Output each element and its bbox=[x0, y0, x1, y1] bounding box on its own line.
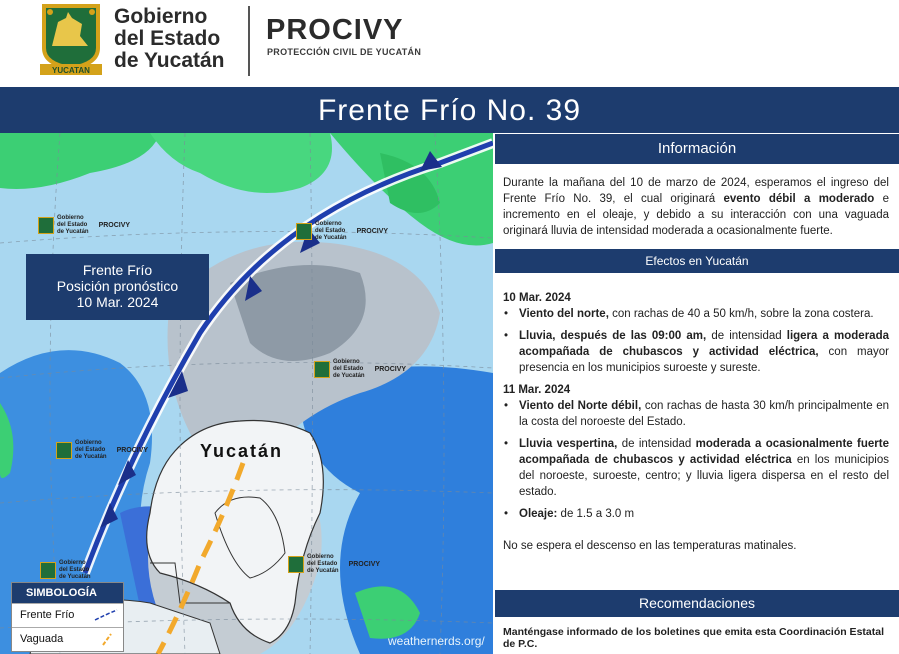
effect-item: • Viento del norte, con rachas de 40 a 50 km/h, sobre la zona costera. bbox=[504, 308, 874, 320]
map-legend bbox=[11, 582, 124, 652]
watermark-seal-icon bbox=[314, 361, 330, 378]
agency-subtitle: PROTECCIÓN CIVIL DE YUCATÁN bbox=[267, 47, 422, 57]
gov-line-1: Gobierno bbox=[114, 5, 208, 28]
header bbox=[0, 0, 899, 85]
trough-icon bbox=[93, 632, 119, 646]
effect-item: • Oleaje: de 1.5 a 3.0 m bbox=[504, 508, 635, 520]
gov-line-2: del Estado bbox=[114, 27, 221, 50]
recommendations-text: Manténgase informado de los boletines que emita esta Coordinación Estatal de P.C. bbox=[503, 626, 884, 650]
info-heading: Información bbox=[495, 134, 899, 164]
legend-label-front: Frente Frío bbox=[20, 609, 75, 621]
watermark-logo: Gobierno del Estado de YucatánPROCIVY bbox=[296, 221, 388, 242]
map-credit: weathernerds.org/ bbox=[388, 634, 485, 648]
info-text: Durante la mañana del 10 de marzo de 2024, esperamos el ingreso del Frente Frío No. 39, el cual originará evento débil a moderado e incremento en el oleaje, y debido a su interacción con una vaguada originará lluvia de intensidad moderada a ocasionalmente fuerte. bbox=[503, 177, 889, 237]
effects-day-1: 10 Mar. 2024 bbox=[503, 292, 571, 304]
page-title: Frente Frío No. 39 bbox=[317, 94, 582, 127]
watermark-seal-icon bbox=[38, 217, 54, 234]
svg-text:YUCATAN: YUCATAN bbox=[52, 66, 90, 75]
front-box-line-3: 10 Mar. 2024 bbox=[76, 294, 159, 310]
government-name bbox=[114, 6, 225, 72]
effect-item: • Lluvia vespertina, de intensidad moderada a ocasionalmente fuerte acompañada de chubascos y actividad eléctrica en los municipios del noroeste, suroeste, centro; y lluvia ligera dispersa en el resto del estado. bbox=[504, 438, 890, 498]
gov-line-3: de Yucatán bbox=[114, 49, 225, 72]
watermark-logo: Gobierno del Estado de YucatánPROCIVY bbox=[314, 359, 406, 380]
effect-item: • Viento del Norte débil, con rachas de hasta 30 km/h principalmente en la costa del noroeste del Estado. bbox=[504, 400, 889, 428]
watermark-logo: Gobierno del Estado de YucatánPROCIVY bbox=[288, 554, 380, 575]
watermark-seal-icon bbox=[40, 562, 56, 579]
watermark-seal-icon bbox=[56, 442, 72, 459]
effects-heading: Efectos en Yucatán bbox=[495, 249, 899, 273]
region-label: Yucatán bbox=[200, 441, 284, 461]
effect-item: • Lluvia, después de las 09:00 am, de intensidad ligera a moderada acompañada de chubascos y actividad eléctrica, con mayor presencia en los municipios suroeste y sureste. bbox=[504, 330, 889, 374]
forecast-map bbox=[0, 133, 493, 654]
watermark-seal-icon bbox=[288, 556, 304, 573]
yucatan-seal-logo bbox=[38, 2, 104, 76]
title-bar bbox=[0, 85, 899, 135]
effects-list bbox=[503, 290, 889, 554]
legend-item-trough bbox=[12, 627, 123, 651]
header-divider bbox=[248, 6, 250, 76]
watermark-seal-icon bbox=[296, 223, 312, 240]
watermark-logo: Gobierno del Estado de YucatánPROCIVY bbox=[56, 440, 148, 461]
legend-label-trough: Vaguada bbox=[20, 633, 64, 645]
recommendations-heading: Recomendaciones bbox=[495, 590, 899, 617]
legend-title: SIMBOLOGÍA bbox=[12, 583, 123, 603]
effects-day-2: 11 Mar. 2024 bbox=[503, 384, 571, 396]
cold-front-icon bbox=[93, 608, 119, 622]
agency-logo-text: PROCIVY bbox=[266, 14, 404, 46]
watermark-logo: Gobierno del Estado de YucatánPROCIVY bbox=[38, 215, 130, 236]
front-box-line-1: Frente Frío bbox=[82, 262, 153, 278]
legend-item-front bbox=[12, 603, 123, 627]
temperature-note: No se espera el descenso en las temperaturas matinales. bbox=[503, 540, 797, 552]
front-forecast-box bbox=[26, 254, 209, 320]
info-panel bbox=[493, 133, 899, 654]
watermark-logo: Gobierno del Estado de Yucatán bbox=[40, 560, 91, 581]
front-box-line-2: Posición pronóstico bbox=[56, 278, 179, 294]
